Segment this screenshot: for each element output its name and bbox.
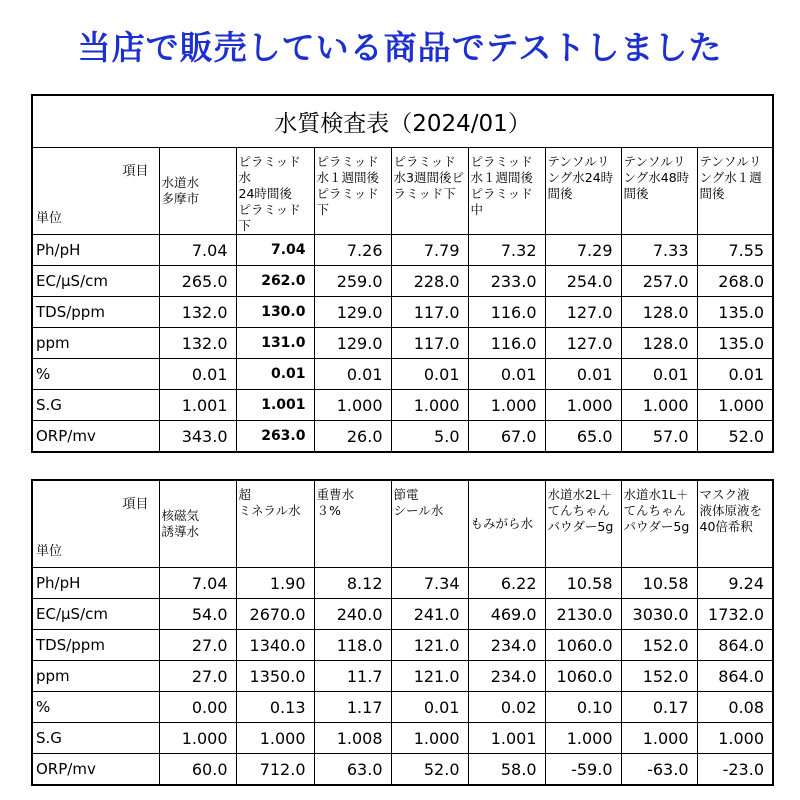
value-cell: 65.0 (545, 421, 621, 453)
value-cell: 1060.0 (545, 661, 621, 692)
value-cell: 1.000 (391, 390, 468, 421)
row-label: TDS/ppm (32, 297, 159, 328)
value-cell: 0.01 (391, 359, 468, 390)
column-header: ピラミッド水 24時間後 ピラミッド下 (236, 148, 314, 235)
value-cell: 263.0 (236, 421, 314, 453)
value-cell: 117.0 (391, 297, 468, 328)
value-cell: 0.02 (468, 692, 545, 723)
value-cell: 343.0 (159, 421, 236, 453)
row-label: ppm (32, 328, 159, 359)
row-label: Ph/pH (32, 568, 159, 599)
value-cell: 1.001 (159, 390, 236, 421)
table-row (32, 390, 773, 421)
value-cell: 152.0 (621, 630, 697, 661)
value-cell: 0.01 (391, 692, 468, 723)
column-header: ピラミッド水１週間後ピラミッド中 (468, 148, 545, 235)
value-cell: 152.0 (621, 661, 697, 692)
value-cell: 10.58 (545, 568, 621, 599)
value-cell: 27.0 (159, 661, 236, 692)
value-cell: -23.0 (697, 754, 773, 786)
value-cell: 127.0 (545, 297, 621, 328)
value-cell: 0.00 (159, 692, 236, 723)
value-cell: 52.0 (391, 754, 468, 786)
value-cell: 0.01 (468, 359, 545, 390)
column-header: 水道水2L＋ てんちゃん パウダー5g (545, 480, 621, 568)
value-cell: 0.01 (236, 359, 314, 390)
value-cell: 7.04 (236, 235, 314, 266)
value-cell: 1340.0 (236, 630, 314, 661)
value-cell: 0.01 (159, 359, 236, 390)
value-cell: 864.0 (697, 630, 773, 661)
table-row (32, 754, 773, 786)
banner-title: 当店で販売している商品でテストしました (77, 28, 723, 67)
value-cell: 7.04 (159, 235, 236, 266)
value-cell: 240.0 (314, 599, 391, 630)
row-label: ORP/mv (32, 421, 159, 453)
table-title: 水質検査表（2024/01） (32, 95, 773, 148)
value-cell: 233.0 (468, 266, 545, 297)
value-cell: 1.000 (236, 723, 314, 754)
row-label: TDS/ppm (32, 630, 159, 661)
item-label: 項目 (122, 497, 149, 512)
value-cell: 1.000 (621, 723, 697, 754)
column-header: もみがら水 (468, 480, 545, 568)
column-header: 超 ミネラル水 (236, 480, 314, 568)
value-cell: 864.0 (697, 661, 773, 692)
value-cell: 135.0 (697, 297, 773, 328)
column-header: 核磁気 誘導水 (159, 480, 236, 568)
column-header: テンソルリング水１週間後 (697, 148, 773, 235)
value-cell: 7.26 (314, 235, 391, 266)
value-cell: 121.0 (391, 630, 468, 661)
value-cell: 7.55 (697, 235, 773, 266)
corner-cell (32, 148, 159, 235)
water-quality-table-1 (31, 94, 774, 453)
column-header: 水道水1L＋ てんちゃん パウダー5g (621, 480, 697, 568)
value-cell: 57.0 (621, 421, 697, 453)
value-cell: 254.0 (545, 266, 621, 297)
row-label: % (32, 359, 159, 390)
value-cell: 0.01 (621, 359, 697, 390)
column-header: マスク液 液体原液を 40倍希釈 (697, 480, 773, 568)
table-row (32, 692, 773, 723)
value-cell: 0.10 (545, 692, 621, 723)
value-cell: 0.01 (314, 359, 391, 390)
row-label: ppm (32, 661, 159, 692)
value-cell: 131.0 (236, 328, 314, 359)
value-cell: 1.000 (621, 390, 697, 421)
value-cell: 117.0 (391, 328, 468, 359)
table-row (32, 297, 773, 328)
value-cell: 127.0 (545, 328, 621, 359)
table-row (32, 235, 773, 266)
column-header: ピラミッド水１週間後ピラミッド下 (314, 148, 391, 235)
value-cell: 7.04 (159, 568, 236, 599)
water-quality-table-2 (31, 479, 774, 786)
value-cell: 228.0 (391, 266, 468, 297)
value-cell: 116.0 (468, 328, 545, 359)
value-cell: 128.0 (621, 328, 697, 359)
value-cell: 129.0 (314, 328, 391, 359)
value-cell: 1.90 (236, 568, 314, 599)
value-cell: 58.0 (468, 754, 545, 786)
value-cell: 67.0 (468, 421, 545, 453)
table-row (32, 568, 773, 599)
unit-label: 単位 (36, 544, 63, 559)
value-cell: 1.000 (697, 390, 773, 421)
value-cell: 1.001 (468, 723, 545, 754)
value-cell: 1.000 (545, 390, 621, 421)
value-cell: 54.0 (159, 599, 236, 630)
value-cell: 6.22 (468, 568, 545, 599)
value-cell: 1.000 (159, 723, 236, 754)
table-row (32, 266, 773, 297)
value-cell: 9.24 (697, 568, 773, 599)
value-cell: 1060.0 (545, 630, 621, 661)
value-cell: 60.0 (159, 754, 236, 786)
row-label: S.G (32, 723, 159, 754)
value-cell: 7.33 (621, 235, 697, 266)
table-row (32, 630, 773, 661)
column-header: 節電 シール水 (391, 480, 468, 568)
row-label: Ph/pH (32, 235, 159, 266)
value-cell: 11.7 (314, 661, 391, 692)
value-cell: 262.0 (236, 266, 314, 297)
value-cell: 132.0 (159, 328, 236, 359)
value-cell: 1.000 (545, 723, 621, 754)
value-cell: 26.0 (314, 421, 391, 453)
value-cell: 234.0 (468, 630, 545, 661)
row-label: EC/μS/cm (32, 599, 159, 630)
value-cell: 2130.0 (545, 599, 621, 630)
row-label: % (32, 692, 159, 723)
row-label: S.G (32, 390, 159, 421)
value-cell: 10.58 (621, 568, 697, 599)
value-cell: 128.0 (621, 297, 697, 328)
value-cell: 469.0 (468, 599, 545, 630)
value-cell: 116.0 (468, 297, 545, 328)
value-cell: 118.0 (314, 630, 391, 661)
table-row (32, 599, 773, 630)
table-row (32, 661, 773, 692)
value-cell: 7.29 (545, 235, 621, 266)
value-cell: 0.13 (236, 692, 314, 723)
unit-label: 単位 (36, 211, 63, 226)
value-cell: 0.17 (621, 692, 697, 723)
value-cell: 1.001 (236, 390, 314, 421)
value-cell: 121.0 (391, 661, 468, 692)
value-cell: -59.0 (545, 754, 621, 786)
column-header: 水道水 多摩市 (159, 148, 236, 235)
value-cell: 1.000 (468, 390, 545, 421)
item-label: 項目 (122, 164, 149, 179)
value-cell: 0.01 (697, 359, 773, 390)
value-cell: 259.0 (314, 266, 391, 297)
value-cell: 27.0 (159, 630, 236, 661)
value-cell: 63.0 (314, 754, 391, 786)
table-row (32, 328, 773, 359)
value-cell: 1.000 (391, 723, 468, 754)
column-header: テンソルリング水24時間後 (545, 148, 621, 235)
value-cell: 2670.0 (236, 599, 314, 630)
corner-cell (32, 480, 159, 568)
value-cell: 3030.0 (621, 599, 697, 630)
value-cell: 132.0 (159, 297, 236, 328)
value-cell: 8.12 (314, 568, 391, 599)
value-cell: 1.000 (314, 390, 391, 421)
value-cell: 1350.0 (236, 661, 314, 692)
value-cell: 1.008 (314, 723, 391, 754)
value-cell: 257.0 (621, 266, 697, 297)
value-cell: 234.0 (468, 661, 545, 692)
value-cell: 5.0 (391, 421, 468, 453)
table-row (32, 723, 773, 754)
value-cell: 712.0 (236, 754, 314, 786)
value-cell: 0.01 (545, 359, 621, 390)
value-cell: -63.0 (621, 754, 697, 786)
value-cell: 7.34 (391, 568, 468, 599)
value-cell: 265.0 (159, 266, 236, 297)
row-label: ORP/mv (32, 754, 159, 786)
row-label: EC/μS/cm (32, 266, 159, 297)
table-row (32, 421, 773, 453)
table-row (32, 359, 773, 390)
value-cell: 7.79 (391, 235, 468, 266)
column-header: テンソルリング水48時間後 (621, 148, 697, 235)
value-cell: 0.08 (697, 692, 773, 723)
value-cell: 135.0 (697, 328, 773, 359)
value-cell: 130.0 (236, 297, 314, 328)
value-cell: 7.32 (468, 235, 545, 266)
column-header: 重曹水 ３% (314, 480, 391, 568)
value-cell: 268.0 (697, 266, 773, 297)
value-cell: 241.0 (391, 599, 468, 630)
value-cell: 1.17 (314, 692, 391, 723)
column-header: ピラミッド水3週間後ピラミッド下 (391, 148, 468, 235)
value-cell: 129.0 (314, 297, 391, 328)
value-cell: 1732.0 (697, 599, 773, 630)
value-cell: 52.0 (697, 421, 773, 453)
value-cell: 1.000 (697, 723, 773, 754)
